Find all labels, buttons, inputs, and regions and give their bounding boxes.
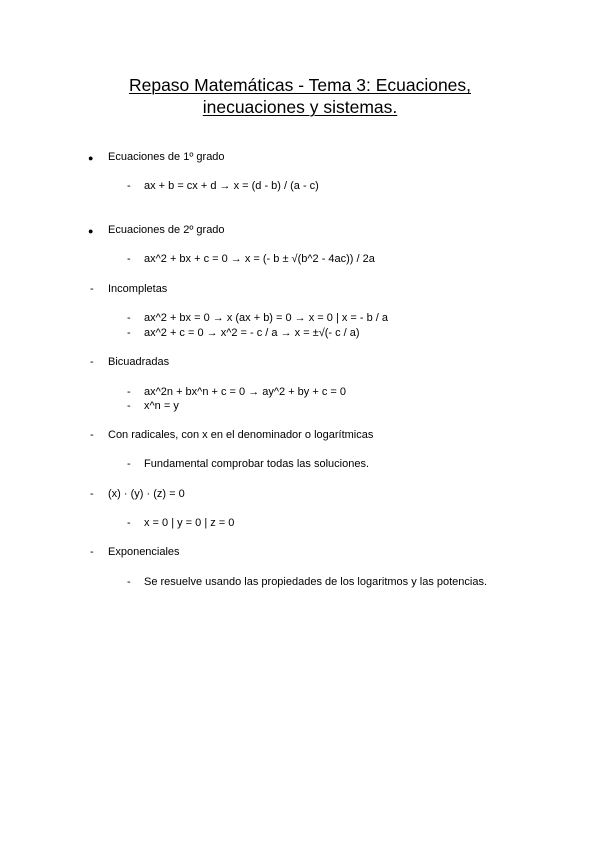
dash-marker: - — [90, 429, 94, 441]
section-heading: Ecuaciones de 2º grado — [108, 224, 225, 236]
dash-marker: - — [127, 327, 131, 339]
list-item: ax^2 + bx + c = 0 → x = (- b ± √(b^2 - 4ac)) / 2a — [144, 253, 375, 265]
section-heading: Exponenciales — [108, 546, 180, 558]
list-item: Se resuelve usando las propiedades de los logaritmos y las potencias. — [144, 576, 488, 588]
dash-marker: - — [127, 458, 131, 470]
title-line-2: inecuaciones y sistemas. — [202, 97, 398, 117]
dash-marker: - — [127, 400, 131, 412]
dash-marker: - — [127, 180, 131, 192]
title-line-1: Repaso Matemáticas - Tema 3: Ecuaciones, — [128, 75, 472, 95]
list-item: ax + b = cx + d → x = (d - b) / (a - c) — [144, 180, 319, 192]
list-item: ax^2 + c = 0 → x^2 = - c / a → x = ±√(- c / a) — [144, 327, 360, 339]
list-item: ax^2n + bx^n + c = 0 → ay^2 + by + c = 0 — [144, 386, 346, 398]
list-item: x = 0 | y = 0 | z = 0 — [144, 517, 235, 529]
dash-marker: - — [90, 356, 94, 368]
dash-marker: - — [127, 517, 131, 529]
section-heading: Con radicales, con x en el denominador o logarítmicas — [108, 429, 374, 441]
dash-marker: - — [127, 312, 131, 324]
list-item: ax^2 + bx = 0 → x (ax + b) = 0 → x = 0 | x = - b / a — [144, 312, 389, 324]
list-item: Fundamental comprobar todas las soluciones. — [144, 458, 370, 470]
bullet-marker: ● — [88, 226, 94, 236]
page-title — [0, 74, 600, 118]
list-item: x^n = y — [144, 400, 179, 412]
section-heading: Incompletas — [108, 283, 168, 295]
section-heading: Bicuadradas — [108, 356, 170, 368]
dash-marker: - — [90, 488, 94, 500]
section-heading: Ecuaciones de 1º grado — [108, 151, 225, 163]
dash-marker: - — [127, 386, 131, 398]
dash-marker: - — [127, 253, 131, 265]
section-heading: (x) · (y) · (z) = 0 — [108, 488, 185, 500]
bullet-marker: ● — [88, 153, 94, 163]
dash-marker: - — [127, 576, 131, 588]
dash-marker: - — [90, 283, 94, 295]
dash-marker: - — [90, 546, 94, 558]
